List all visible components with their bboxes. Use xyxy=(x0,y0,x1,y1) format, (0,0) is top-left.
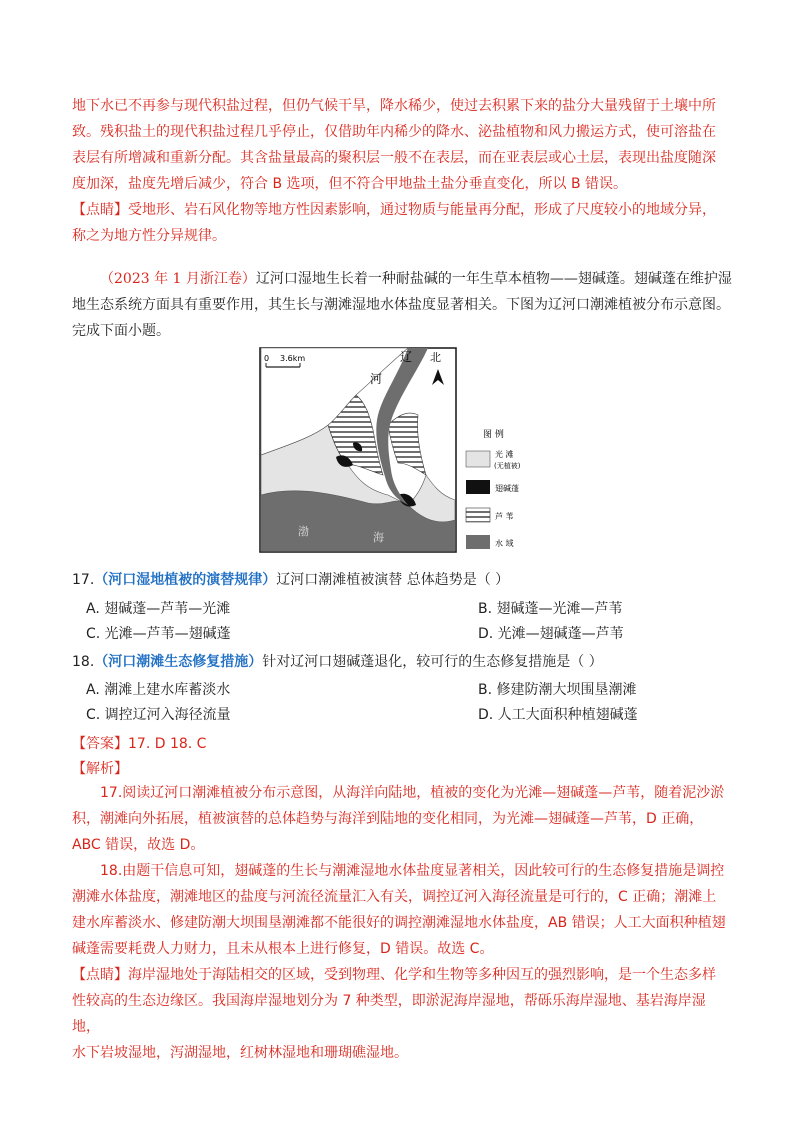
analysis-line: 碱蓬需要耗费人力财力，且未从根本上进行修复，D 错误。故选 C。 xyxy=(72,941,494,957)
legend-label: 光 滩 xyxy=(495,450,514,459)
river-label-1: 辽 xyxy=(400,350,413,364)
option-17-c[interactable]: C. 光滩—芦苇—翅碱蓬 xyxy=(86,626,231,642)
option-17-a[interactable]: A. 翅碱蓬—芦苇—光滩 xyxy=(86,601,231,617)
tip-text: 性较高的生态边缘区。我国海岸湿地划分为 7 种类型，即淤泥海岸湿地，帮砾乐海岸湿地、基岩海岸湿地， xyxy=(72,993,706,1035)
analysis-line: 表层有所增减和重新分配。其含盐量最高的聚积层一般不在表层，而在亚表层或心土层，表现出盐度随深 xyxy=(72,150,716,166)
option-18-c[interactable]: C. 调控辽河入海径流量 xyxy=(86,707,231,723)
river-label-2: 河 xyxy=(370,372,383,386)
north-label: 北 xyxy=(430,351,441,364)
stem-line-1: 辽河口湿地生长着一种耐盐碱的一年生草本植物——翅碱蓬。翅碱蓬在维护湿 xyxy=(255,271,732,287)
question-18 xyxy=(72,651,603,673)
analysis-line: 17.阅读辽河口潮滩植被分布示意图，从海洋向陆地，植被的变化为光滩—翅碱蓬—芦苇，随着泥沙淤 xyxy=(100,785,725,801)
question-text: 辽河口潮滩植被演替 总体趋势是（ ） xyxy=(276,572,510,588)
legend-label: 翅碱蓬 xyxy=(495,484,519,493)
answer-label: 【答案】 xyxy=(72,736,128,752)
legend-swatch-bare-flat xyxy=(466,451,490,467)
answer-text: 17. D 18. C xyxy=(128,736,207,752)
legend-label: 芦 苇 xyxy=(495,512,514,521)
legend-label: 水 域 xyxy=(495,539,514,548)
tip-text: 受地形、岩石风化物等地方性因素影响，通过物质与能量再分配，形成了尺度较小的地域分异， xyxy=(128,202,716,218)
option-18-a[interactable]: A. 潮滩上建水库蓄淡水 xyxy=(86,682,231,698)
scale-label: 3.6km xyxy=(280,354,306,363)
tip-label: 【点睛】 xyxy=(72,967,128,983)
legend-swatch-reed xyxy=(466,508,490,522)
analysis-line: 建水库蓄淡水、修建防潮大坝围垦潮滩都不能很好的调控潮滩湿地水体盐度，AB 错误；人工大面积种植翅 xyxy=(72,915,726,931)
analysis-line: 18.由题干信息可知，翅碱蓬的生长与潮滩湿地水体盐度显著相关，因此较可行的生态修复措施是调控 xyxy=(100,863,725,879)
analysis-label: 【解析】 xyxy=(72,761,128,777)
tip-text-2: 称之为地方性分异规律。 xyxy=(72,228,226,244)
analysis-line: 积，潮滩向外拓展，植被演替的总体趋势与海洋到陆地的变化相同，为光滩—翅碱蓬—芦苇，D 正确， xyxy=(72,811,704,827)
legend-sub: (无植被) xyxy=(494,462,521,470)
question-tag: （河口湿地植被的演替规律） xyxy=(94,572,277,588)
question-text: 针对辽河口翅碱蓬退化，较可行的生态修复措施是（ ） xyxy=(262,654,603,670)
stem-line-3: 完成下面小题。 xyxy=(72,323,170,339)
tip-2 xyxy=(72,962,732,1066)
scale-zero: 0 xyxy=(264,354,270,363)
legend-title: 图 例 xyxy=(483,430,504,440)
tip-text: 海岸湿地处于海陆相交的区域，受到物理、化学和生物等多种因互的强烈影响，是一个生态多样 xyxy=(128,967,716,983)
question-stem xyxy=(72,266,732,344)
analysis-line: 度加深，盐度先增后减少，符合 B 选项，但不符合甲地盐土盐分垂直变化，所以 B 错误。 xyxy=(72,176,628,192)
option-17-b[interactable]: B. 翅碱蓬—光滩—芦苇 xyxy=(478,601,623,617)
stem-line-2: 地生态系统方面具有重要作用，其生长与潮滩湿地水体盐度显著相关。下图为辽河口潮滩植被分布示意图。 xyxy=(72,297,730,313)
analysis-line: 地下水已不再参与现代积盐过程，但仍气候干旱，降水稀少，使过去积累下来的盐分大量残留于土壤中所 xyxy=(72,98,716,114)
analysis-line: 潮滩水体盐度，潮滩地区的盐度与河流径流量汇入有关，调控辽河入海径流量是可行的，C 正确；潮滩上 xyxy=(72,889,717,905)
top-analysis xyxy=(72,93,732,197)
analysis-18 xyxy=(72,858,732,962)
tidal-flat-vegetation-map xyxy=(258,345,548,555)
option-18-d[interactable]: D. 人工大面积种植翅碱蓬 xyxy=(478,707,638,723)
option-18-b[interactable]: B. 修建防潮大坝围垦潮滩 xyxy=(478,682,637,698)
question-tag: （河口潮滩生态修复措施） xyxy=(94,654,263,670)
sea-label-2: 海 xyxy=(373,531,384,544)
answer-line xyxy=(72,733,206,755)
analysis-line: ABC 错误，故选 D。 xyxy=(72,837,205,853)
analysis-line: 致。残积盐土的现代积盐过程几乎停止，仅借助年内稀少的降水、泌盐植物和风力搬运方式，使可溶盐在 xyxy=(72,124,716,140)
question-number: 18. xyxy=(72,654,95,670)
question-number: 17. xyxy=(72,572,95,588)
sea-label-1: 渤 xyxy=(298,525,309,538)
stem-source: （2023 年 1 月浙江卷） xyxy=(100,271,256,287)
option-17-d[interactable]: D. 光滩—翅碱蓬—芦苇 xyxy=(478,626,624,642)
legend-swatch-water xyxy=(466,535,490,549)
analysis-17 xyxy=(72,780,732,858)
question-17 xyxy=(72,569,509,591)
tip-label: 【点睛】 xyxy=(72,202,128,218)
legend-swatch-suaeda xyxy=(466,480,490,494)
tip-1 xyxy=(72,197,732,249)
tip-text: 水下岩坡湿地，泻湖湿地，红树林湿地和珊瑚礁湿地。 xyxy=(72,1045,408,1061)
